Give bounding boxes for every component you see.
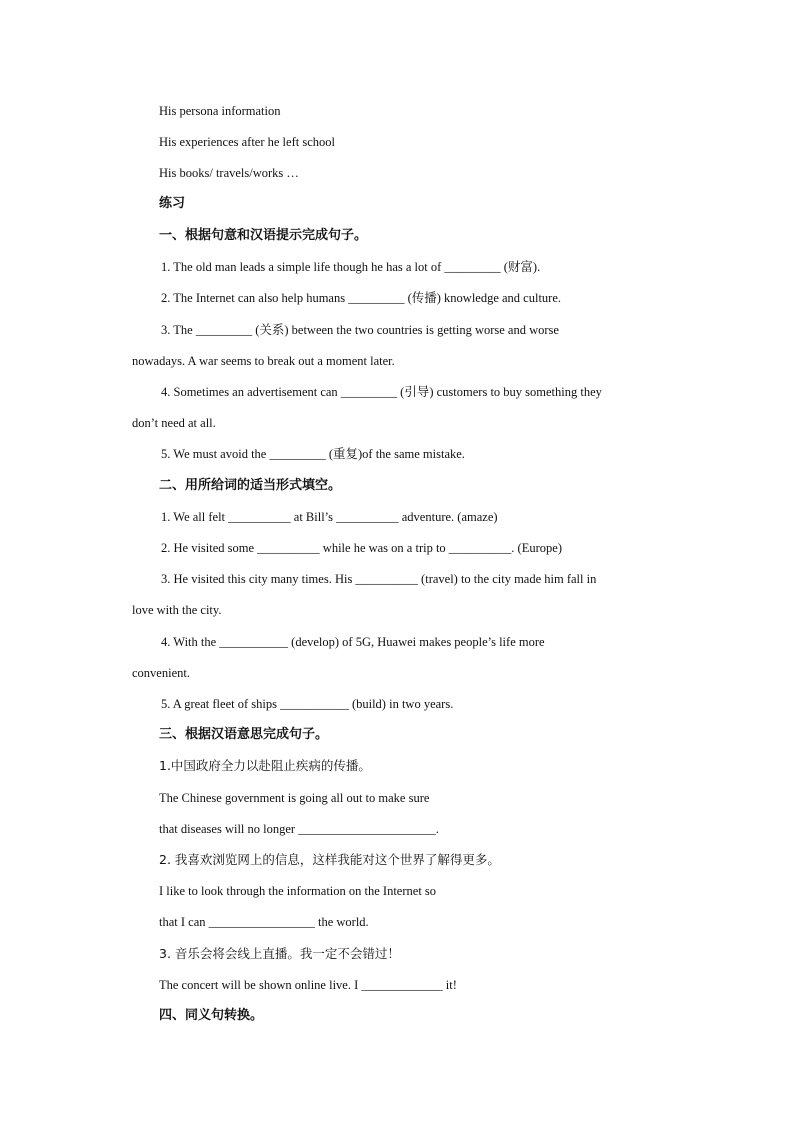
exercise-line: 1.中国政府全力以赴阻止疾病的传播。 — [159, 758, 371, 773]
exercise-line: nowadays. A war seems to break out a moment later. — [132, 354, 395, 368]
exercise-line: 5. We must avoid the _________ (重复)of the same mistake. — [161, 447, 465, 461]
exercise-line: I like to look through the information on the Internet so — [159, 884, 437, 898]
intro-line: His experiences after he left school — [159, 135, 335, 149]
exercise-line: convenient. — [132, 666, 190, 680]
exercise-line: 4. With the ___________ (develop) of 5G, Huawei makes people’s life more — [161, 635, 545, 649]
section-heading: 三、根据汉语意思完成句子。 — [159, 727, 329, 742]
section-heading: 四、同义句转换。 — [159, 1008, 264, 1023]
exercise-line: 2. The Internet can also help humans _________ (传播) knowledge and culture. — [161, 291, 562, 305]
exercise-line: 1. The old man leads a simple life though he has a lot of _________ (财富). — [161, 260, 541, 274]
exercise-line: The Chinese government is going all out to make sure — [159, 791, 430, 805]
intro-line: His books/ travels/works … — [159, 166, 299, 180]
exercise-line: that I can _________________ the world. — [159, 915, 369, 929]
exercise-line: 1. We all felt __________ at Bill’s __________ adventure. (amaze) — [161, 510, 498, 524]
exercise-line: don’t need at all. — [132, 416, 216, 430]
exercise-line: 2. 我喜欢浏览网上的信息，这样我能对这个世界了解得更多。 — [159, 852, 500, 867]
exercise-line: love with the city. — [132, 603, 222, 617]
exercise-line: 3. The _________ (关系) between the two countries is getting worse and worse — [161, 323, 559, 337]
exercise-line: 2. He visited some __________ while he was on a trip to __________. (Europe) — [161, 541, 562, 555]
practice-label: 练习 — [159, 196, 186, 211]
exercise-line: 3. 音乐会将会线上直播。我一定不会错过！ — [159, 946, 400, 961]
exercise-line: The concert will be shown online live. I _____________ it! — [159, 978, 457, 992]
exercise-line: 4. Sometimes an advertisement can _________ (引导) customers to buy something they — [161, 385, 602, 399]
exercise-line: 5. A great fleet of ships ___________ (build) in two years. — [161, 697, 454, 711]
exercise-line: 3. He visited this city many times. His __________ (travel) to the city made him fall in — [161, 572, 597, 586]
section-heading: 二、用所给词的适当形式填空。 — [159, 478, 342, 493]
section-heading: 一、根据句意和汉语提示完成句子。 — [159, 228, 368, 243]
intro-line: His persona information — [159, 104, 281, 118]
exercise-line: that diseases will no longer ______________________. — [159, 822, 439, 836]
